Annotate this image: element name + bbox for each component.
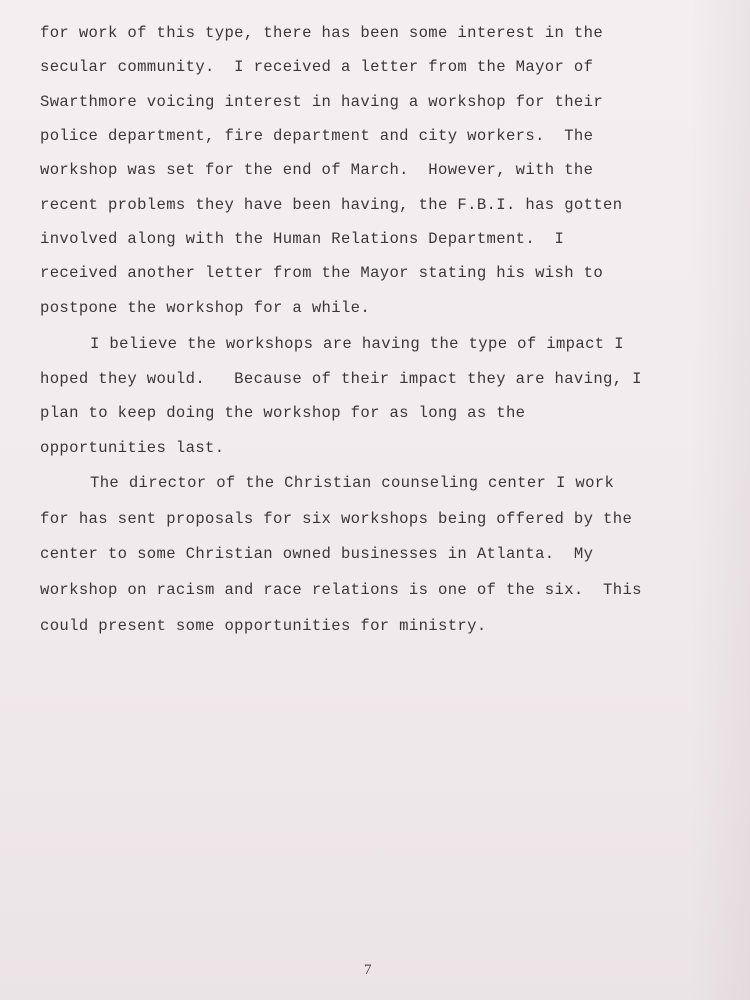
text-line: police department, fire department and city workers. The [40, 127, 594, 145]
page-number: 7 [364, 962, 372, 978]
text-line: Swarthmore voicing interest in having a workshop for their [40, 93, 604, 111]
text-line: postpone the workshop for a while. [40, 299, 371, 317]
text-line: hoped they would. Because of their impact they are having, I [40, 370, 642, 388]
page-edge-shadow [690, 0, 750, 1000]
text-line: center to some Christian owned businesses in Atlanta. My [40, 545, 594, 563]
text-line: The director of the Christian counseling center I work [90, 474, 615, 492]
text-line: workshop was set for the end of March. However, with the [40, 161, 594, 179]
text-line: involved along with the Human Relations Department. I [40, 230, 565, 248]
text-line: opportunities last. [40, 439, 225, 457]
text-line: workshop on racism and race relations is one of the six. This [40, 581, 642, 599]
text-line: I believe the workshops are having the type of impact I [90, 335, 624, 353]
text-line: plan to keep doing the workshop for as long as the [40, 404, 526, 422]
text-line: secular community. I received a letter from the Mayor of [40, 58, 594, 76]
text-line: for work of this type, there has been some interest in the [40, 24, 604, 42]
text-line: could present some opportunities for ministry. [40, 617, 487, 635]
text-line: recent problems they have been having, the F.B.I. has gotten [40, 196, 623, 214]
text-line: for has sent proposals for six workshops being offered by the [40, 510, 633, 528]
text-line: received another letter from the Mayor stating his wish to [40, 264, 604, 282]
